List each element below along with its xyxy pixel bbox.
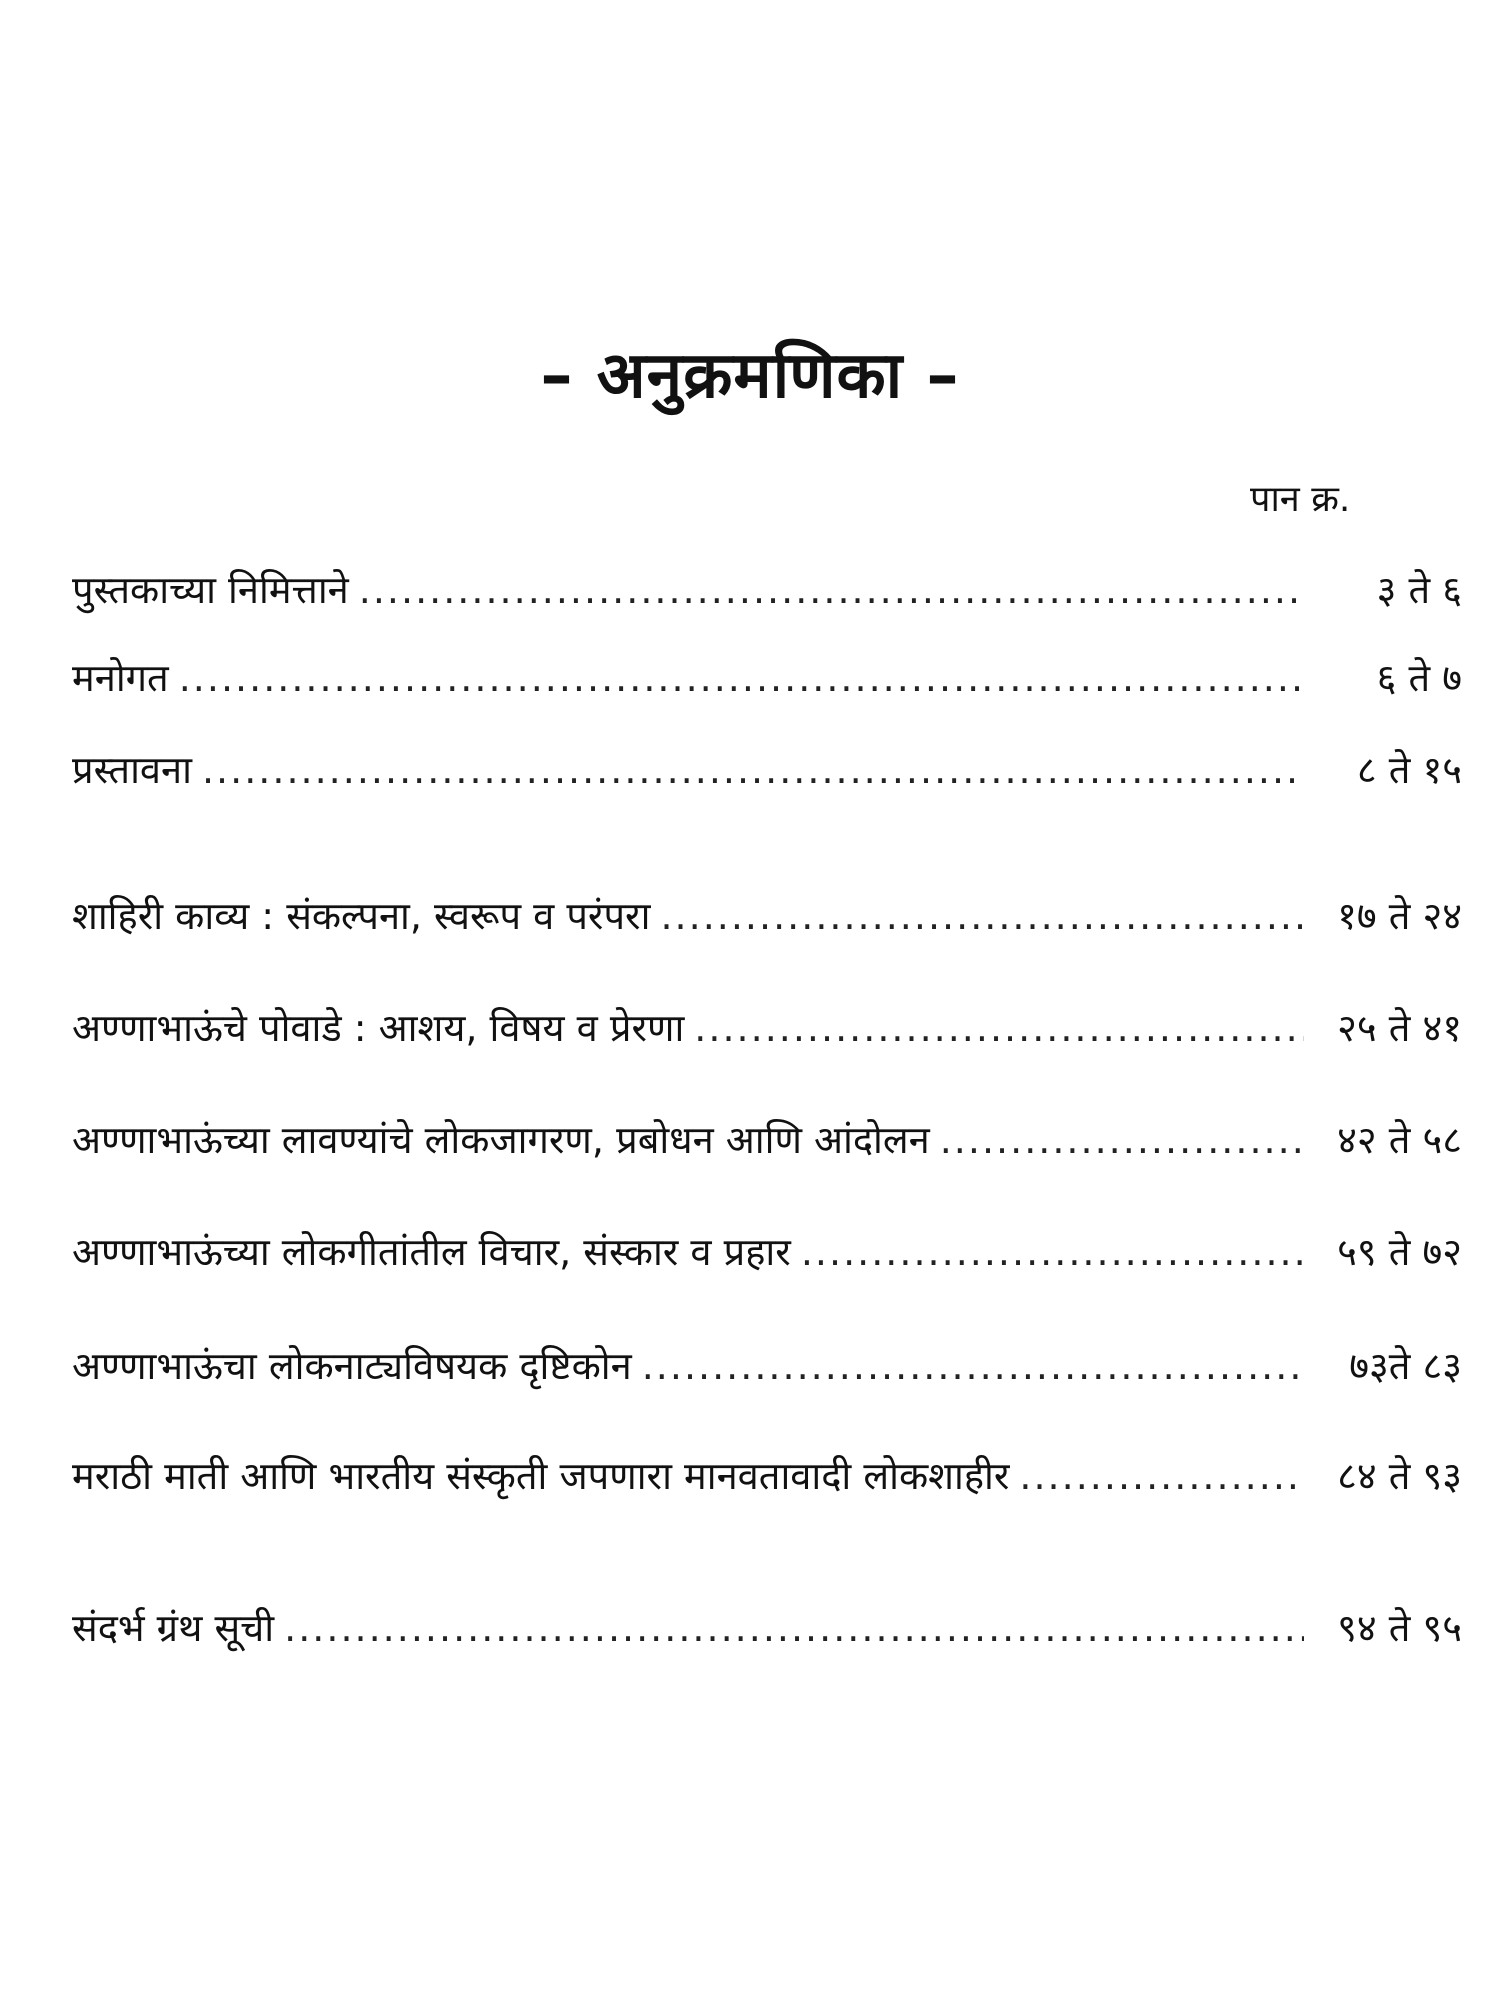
dot-leader: [694, 998, 1304, 1058]
dot-leader: [179, 648, 1304, 708]
page-title: – अनुक्रमणिका –: [540, 339, 960, 413]
dot-leader: [202, 740, 1304, 800]
toc-entry-pages: ८ ते १५: [1356, 748, 1462, 792]
toc-entry: [72, 886, 1462, 946]
toc-entry-title: मराठी माती आणि भारतीय संस्कृती जपणारा मानवतावादी लोकशाहीर: [72, 1454, 1010, 1498]
toc-entry-title: शाहिरी काव्य : संकल्पना, स्वरूप व परंपरा: [72, 894, 651, 938]
toc-entry-pages: ४२ ते ५८: [1337, 1118, 1462, 1162]
toc-entry-title: अण्णाभाऊंच्या लावण्यांचे लोकजागरण, प्रबोधन आणि आंदोलन: [72, 1118, 930, 1162]
toc-entry: [72, 1110, 1462, 1170]
toc-entry-pages: ६ ते ७: [1376, 656, 1462, 700]
toc-entry-title: पुस्तकाच्या निमित्ताने: [72, 568, 349, 612]
toc-entry-pages: ८४ ते ९३: [1337, 1454, 1462, 1498]
dot-leader: [284, 1598, 1304, 1658]
dot-leader: [940, 1110, 1304, 1170]
toc-entry-title: संदर्भ ग्रंथ सूची: [72, 1606, 275, 1650]
toc-entry: [72, 998, 1462, 1058]
page-number-column-label: पान क्र.: [1250, 479, 1351, 520]
dot-leader: [801, 1222, 1304, 1282]
dot-leader: [359, 560, 1304, 620]
toc-entry-title: मनोगत: [72, 656, 169, 700]
dot-leader: [642, 1336, 1304, 1396]
toc-entry-title: अण्णाभाऊंच्या लोकगीतांतील विचार, संस्कार व प्रहार: [72, 1230, 791, 1274]
toc-entry: [72, 740, 1462, 800]
dot-leader: [1019, 1446, 1304, 1506]
toc-entry-pages: २५ ते ४१: [1337, 1006, 1462, 1050]
toc-entry: [72, 648, 1462, 708]
toc-entry-title: अण्णाभाऊंचा लोकनाट्यविषयक दृष्टिकोन: [72, 1344, 632, 1388]
toc-entry: [72, 560, 1462, 620]
toc-entry-pages: ५९ ते ७२: [1337, 1230, 1462, 1274]
toc-entry-pages: ३ ते ६: [1376, 568, 1462, 612]
toc-entry-pages: ९४ ते ९५: [1337, 1606, 1462, 1650]
toc-entry: [72, 1336, 1462, 1396]
toc-entry-pages: ७३ते ८३: [1349, 1344, 1462, 1388]
dot-leader: [660, 886, 1304, 946]
toc-entry-title: अण्णाभाऊंचे पोवाडे : आशय, विषय व प्रेरणा: [72, 1006, 685, 1050]
toc-entry: [72, 1598, 1462, 1658]
toc-entry: [72, 1222, 1462, 1282]
toc-entry-title: प्रस्तावना: [72, 748, 192, 792]
toc-entry-pages: १७ ते २४: [1337, 894, 1462, 938]
toc-entry: [72, 1446, 1462, 1506]
